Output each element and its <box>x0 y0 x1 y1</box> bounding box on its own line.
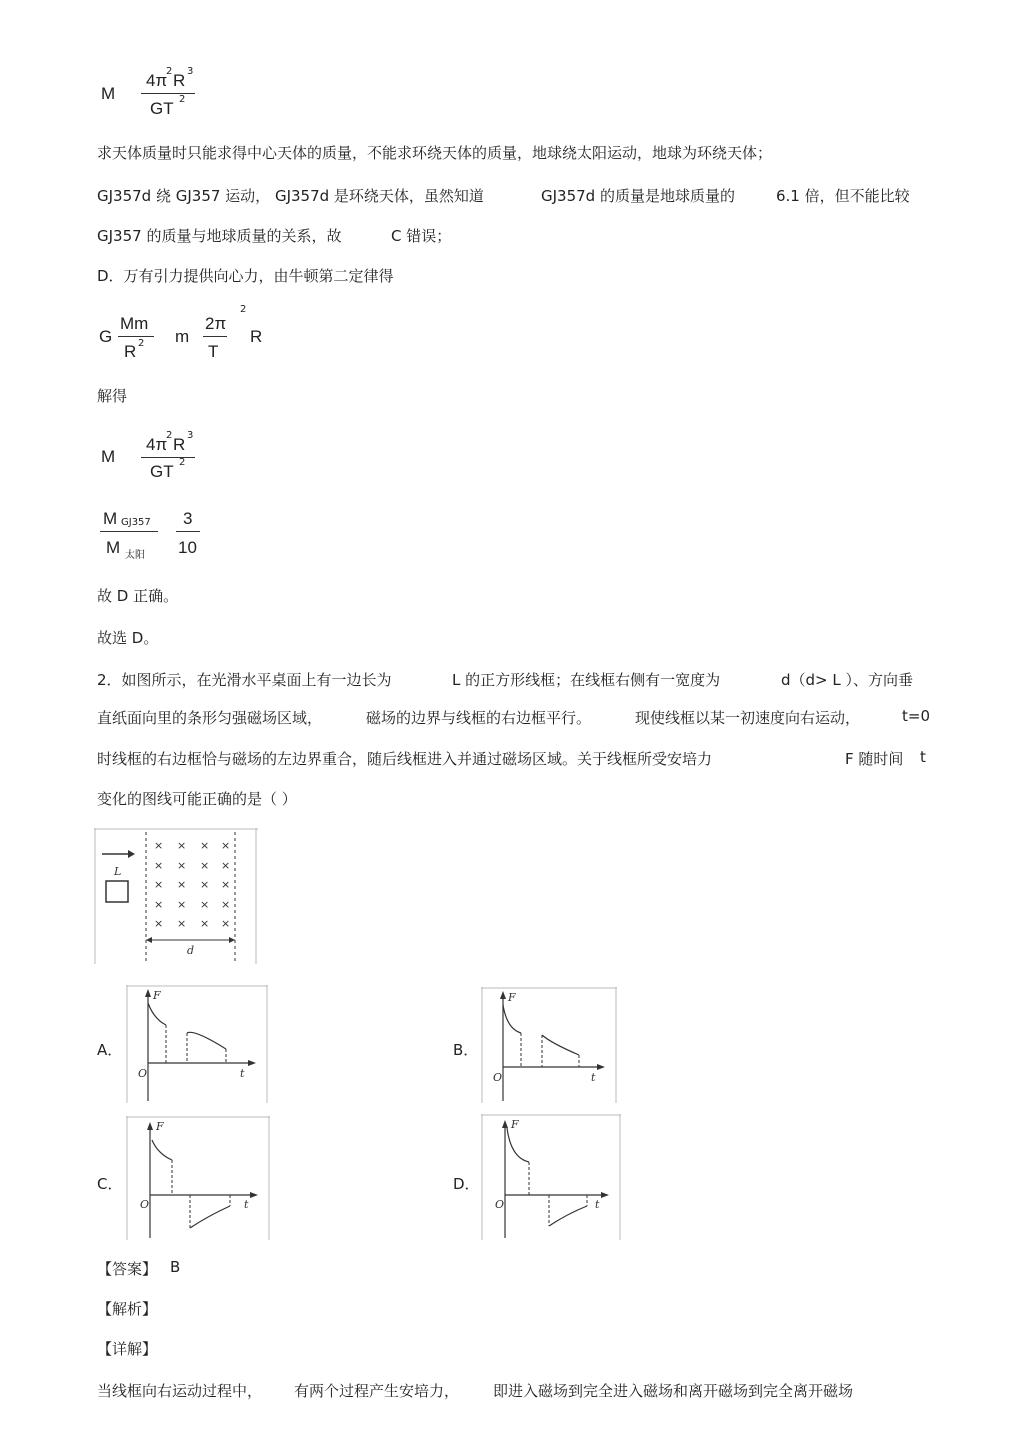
text-segment: C 错误； <box>391 227 452 245</box>
formula-sup: 2 <box>138 338 145 349</box>
formula-m: m <box>175 327 190 346</box>
field-cross: × <box>154 859 164 872</box>
magnetic-field-figure <box>94 828 258 964</box>
t-label: t <box>244 1198 249 1211</box>
t-label: t <box>240 1067 245 1080</box>
formula-lhs: M <box>101 447 116 466</box>
formula-num-r: R <box>173 435 186 454</box>
force-curve <box>190 1206 230 1228</box>
conclusion: 故选 D。 <box>97 629 159 647</box>
formula-den: R <box>124 342 137 361</box>
arrow-head-icon <box>229 937 235 943</box>
f-label: F <box>156 1120 164 1133</box>
field-cross: × <box>221 839 231 852</box>
formula-den: T <box>208 342 219 361</box>
origin-label: O <box>493 1071 503 1084</box>
force-curve <box>507 1128 529 1162</box>
text-segment: 即进入磁场到完全进入磁场和离开磁场到完全离开磁场 <box>493 1382 854 1400</box>
text-segment: GJ357d 的质量是地球质量的 <box>541 187 735 205</box>
paragraph: 求天体质量时只能求得中心天体的质量，不能求环绕天体的质量，地球绕太阳运动，地球为环绕天体； <box>97 144 773 162</box>
text-segment: F 随时间 <box>845 750 904 768</box>
field-cross: × <box>200 859 210 872</box>
formula-den: GT <box>150 462 174 481</box>
field-cross: × <box>154 839 164 852</box>
origin-label: O <box>140 1198 150 1211</box>
formula-sup: 2 <box>166 66 173 77</box>
formula-num: 2π <box>205 314 227 333</box>
formula-den: GT <box>150 99 174 118</box>
f-label: F <box>511 1118 519 1131</box>
formula-num: M <box>103 509 118 528</box>
option-b-label: B． <box>453 1041 479 1059</box>
formula-sup: 2 <box>179 457 186 468</box>
arrow-head-icon <box>502 1120 508 1128</box>
figure-l-label: L <box>114 865 122 878</box>
formula-sup: 2 <box>179 94 186 105</box>
fraction-bar <box>141 93 195 94</box>
field-cross: × <box>221 859 231 872</box>
text-segment: d（d> L ）、方向垂 <box>781 671 914 689</box>
field-cross: × <box>154 878 164 891</box>
formula-lhs: M <box>101 84 116 103</box>
field-cross: × <box>221 878 231 891</box>
option-b-graph <box>481 987 617 1103</box>
field-cross: × <box>154 917 164 930</box>
arrow-head-icon <box>147 1122 153 1130</box>
force-curve <box>542 1035 579 1055</box>
option-c-graph <box>126 1116 270 1240</box>
origin-label: O <box>495 1198 505 1211</box>
formula-sup: 2 <box>166 430 173 441</box>
arrow-head-icon <box>128 850 135 858</box>
arrow-head-icon <box>248 1060 256 1066</box>
t-label: t <box>595 1198 600 1211</box>
formula-sub: GJ357 <box>121 517 151 528</box>
formula-sup: 3 <box>187 430 194 441</box>
origin-label: O <box>138 1067 148 1080</box>
paragraph: D．万有引力提供向心力，由牛顿第二定律得 <box>97 267 394 285</box>
f-label: F <box>508 991 516 1004</box>
text-segment: t <box>920 748 926 766</box>
fraction-bar <box>176 531 200 532</box>
formula-rden: 10 <box>178 538 197 557</box>
force-curve <box>503 1005 521 1033</box>
formula-sub: 太阳 <box>125 550 145 561</box>
force-curve <box>187 1032 226 1049</box>
formula-g: G <box>99 327 113 346</box>
formula-num: Mm <box>120 314 149 333</box>
field-cross: × <box>200 898 210 911</box>
conclusion: 故 D 正确。 <box>97 587 179 605</box>
arrow-head-icon <box>601 1192 609 1198</box>
formula-num-r: R <box>173 71 186 90</box>
fraction-bar <box>100 531 158 532</box>
force-curve <box>148 1003 166 1025</box>
arrow-head-icon <box>597 1064 605 1070</box>
text-segment: GJ357 的质量与地球质量的关系，故 <box>97 227 342 245</box>
field-cross: × <box>200 839 210 852</box>
fraction-bar <box>203 336 227 337</box>
magnetic-crosses <box>154 839 230 930</box>
text-segment: 时线框的右边框恰与磁场的左边界重合，随后线框进入并通过磁场区域。关于线框所受安培力 <box>97 750 713 768</box>
answer-label: 【答案】 <box>97 1260 158 1278</box>
f-label: F <box>153 989 161 1002</box>
text-segment: 磁场的边界与线框的右边框平行。 <box>366 709 592 727</box>
field-cross: × <box>177 898 187 911</box>
option-a-graph <box>126 985 268 1103</box>
formula-den: M <box>106 538 121 557</box>
t-label: t <box>591 1071 596 1084</box>
text-segment: 直纸面向里的条形匀强磁场区域， <box>97 709 323 727</box>
field-cross: × <box>154 898 164 911</box>
analysis-label: 【解析】 <box>97 1300 158 1318</box>
force-curve <box>152 1140 172 1160</box>
square-loop <box>106 881 128 902</box>
formula-sup: 2 <box>240 304 247 315</box>
arrow-head-icon <box>500 991 506 999</box>
force-curve <box>549 1206 587 1226</box>
formula-rnum: 3 <box>183 509 193 528</box>
text-segment: 变化的图线可能正确的是（ ） <box>97 790 297 808</box>
arrow-head-icon <box>145 989 151 997</box>
text-segment: 2．如图所示，在光滑水平桌面上有一边长为 <box>97 671 392 689</box>
field-cross: × <box>177 859 187 872</box>
field-cross: × <box>200 878 210 891</box>
figure-d-label: d <box>187 944 195 957</box>
arrow-head-icon <box>250 1192 258 1198</box>
fraction-bar <box>141 457 195 458</box>
answer-value: B <box>170 1258 181 1276</box>
formula-num: 4π <box>146 435 168 454</box>
text-segment: 现使线框以某一初速度向右运动， <box>635 709 861 727</box>
field-cross: × <box>221 917 231 930</box>
text-segment: GJ357d 绕 GJ357 运动， GJ357d 是环绕天体，虽然知道 <box>97 187 484 205</box>
jiede-label: 解得 <box>97 387 128 405</box>
text-segment: L 的正方形线框；在线框右侧有一宽度为 <box>452 671 721 689</box>
text-segment: 有两个过程产生安培力， <box>294 1382 460 1400</box>
field-cross: × <box>200 917 210 930</box>
option-c-label: C． <box>97 1175 123 1193</box>
arrow-head-icon <box>146 937 152 943</box>
field-cross: × <box>177 839 187 852</box>
field-cross: × <box>177 917 187 930</box>
text-segment: t=0 <box>902 707 930 725</box>
option-a-label: A． <box>97 1041 123 1059</box>
formula-num: 4π <box>146 71 168 90</box>
option-d-label: D． <box>453 1175 480 1193</box>
formula-sup: 3 <box>187 66 194 77</box>
option-d-graph <box>481 1114 621 1240</box>
formula-r: R <box>250 327 263 346</box>
fraction-bar <box>118 336 154 337</box>
detail-label: 【详解】 <box>97 1340 158 1358</box>
text-segment: 6.1 倍，但不能比较 <box>776 187 910 205</box>
text-segment: 当线框向右运动过程中， <box>97 1382 263 1400</box>
field-cross: × <box>221 898 231 911</box>
field-cross: × <box>177 878 187 891</box>
